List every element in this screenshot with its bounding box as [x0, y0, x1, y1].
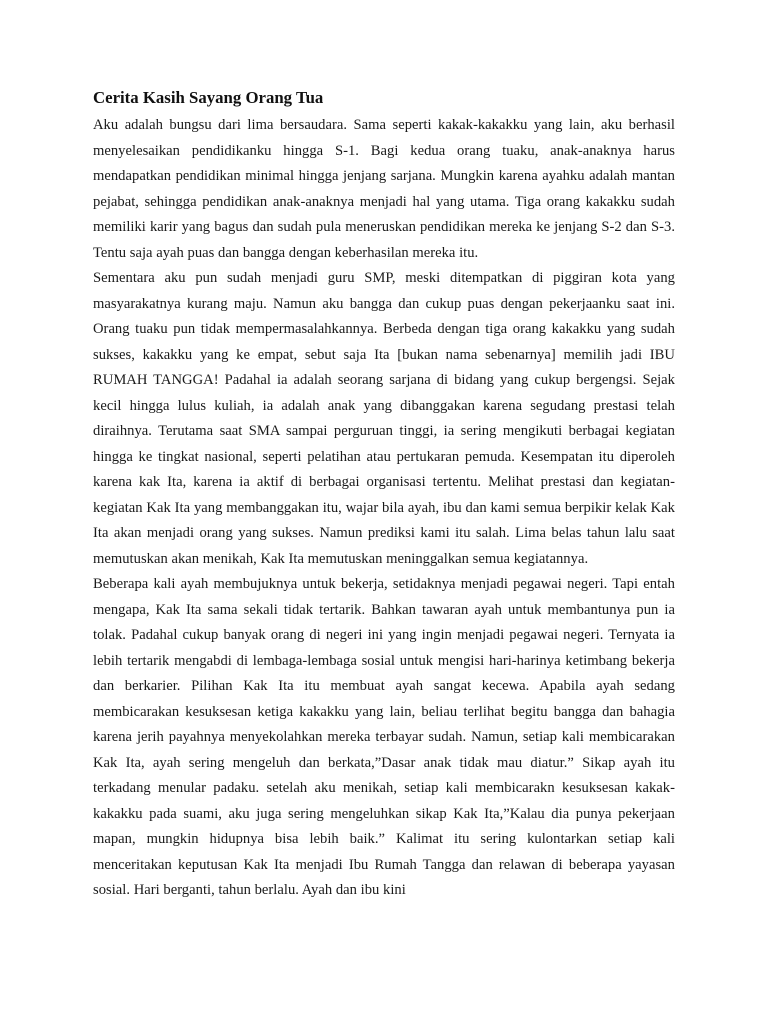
paragraph-2: Sementara aku pun sudah menjadi guru SMP, meski ditempatkan di piggiran kota yang masyarakatnya kurang maju. Namun aku bangga dan cukup puas dengan pekerjaanku saat ini. Orang tuaku pun tidak mempermasalahkannya. Berbeda dengan tiga orang kakakku yang sudah sukses, kakakku yang ke empat, sebut saja Ita [bukan nama sebenarnya] memilih jadi IBU RUMAH TANGGA! Padahal ia adalah seorang sarjana di bidang yang cukup bergengsi. Sejak kecil hingga lulus kuliah, ia adalah anak yang dibanggakan karena segudang prestasi telah diraihnya. Terutama saat SMA sampai perguruan tinggi, ia sering mengikuti berbagai kegiatan hingga ke tingkat nasional, seperti pelatihan atau pertukaran pemuda. Kesempatan itu diperoleh karena kak Ita, karena ia aktif di berbagai organisasi tertentu. Melihat prestasi dan kegiatan-kegiatan Kak Ita yang membanggakan itu, wajar bila ayah, ibu dan kami semua berpikir kelak Kak Ita akan menjadi orang yang sukses. Namun prediksi kami itu salah. Lima belas tahun lalu saat memutuskan akan menikah, Kak Ita memutuskan meninggalkan semua kegiatannya.	[93, 270, 675, 567]
document-body	[93, 86, 675, 904]
page-title: Cerita Kasih Sayang Orang Tua	[93, 88, 324, 107]
paragraph-3: Beberapa kali ayah membujuknya untuk bekerja, setidaknya menjadi pegawai negeri. Tapi entah mengapa, Kak Ita sama sekali tidak tertarik. Bahkan tawaran ayah untuk membantunya pun ia tolak. Padahal cukup banyak orang di negeri ini yang ingin menjadi pegawai negeri. Ternyata ia lebih tertarik mengabdi di lembaga-lembaga sosial untuk mengisi hari-harinya ketimbang bekerja dan berkarier. Pilihan Kak Ita itu membuat ayah sangat kecewa. Apabila ayah sedang membicarakan kesuksesan ketiga kakakku yang lain, beliau terlihat begitu bangga dan bahagia karena jerih payahnya menyekolahkan mereka terbayar sudah. Namun, setiap kali membicarakan Kak Ita, ayah sering mengeluh dan berkata,”Dasar anak tidak mau diatur.” Sikap ayah itu terkadang menular padaku. setelah aku menikah, setiap kali membicarakn kesuksesan kakak-kakakku pada suami, aku juga sering mengeluhkan sikap Kak Ita,”Kalau dia punya pekerjaan mapan, mungkin hidupnya bisa lebih baik.” Kalimat itu sering kulontarkan setiap kali menceritakan keputusan Kak Ita menjadi Ibu Rumah Tangga dan relawan di beberapa yayasan sosial. Hari berganti, tahun berlalu. Ayah dan ibu kini	[93, 576, 675, 898]
paragraph-1: Aku adalah bungsu dari lima bersaudara. Sama seperti kakak-kakakku yang lain, aku berhasil menyelesaikan pendidikanku hingga S-1. Bagi kedua orang tuaku, anak-anaknya harus mendapatkan pendidikan minimal hingga jenjang sarjana. Mungkin karena ayahku adalah mantan pejabat, sehingga pendidikan anak-anaknya menjadi hal yang utama. Tiga orang kakakku sudah memiliki karir yang bagus dan sudah pula meneruskan pendidikan mereka ke jenjang S-2 dan S-3. Tentu saja ayah puas dan bangga dengan keberhasilan mereka itu.	[93, 117, 675, 261]
